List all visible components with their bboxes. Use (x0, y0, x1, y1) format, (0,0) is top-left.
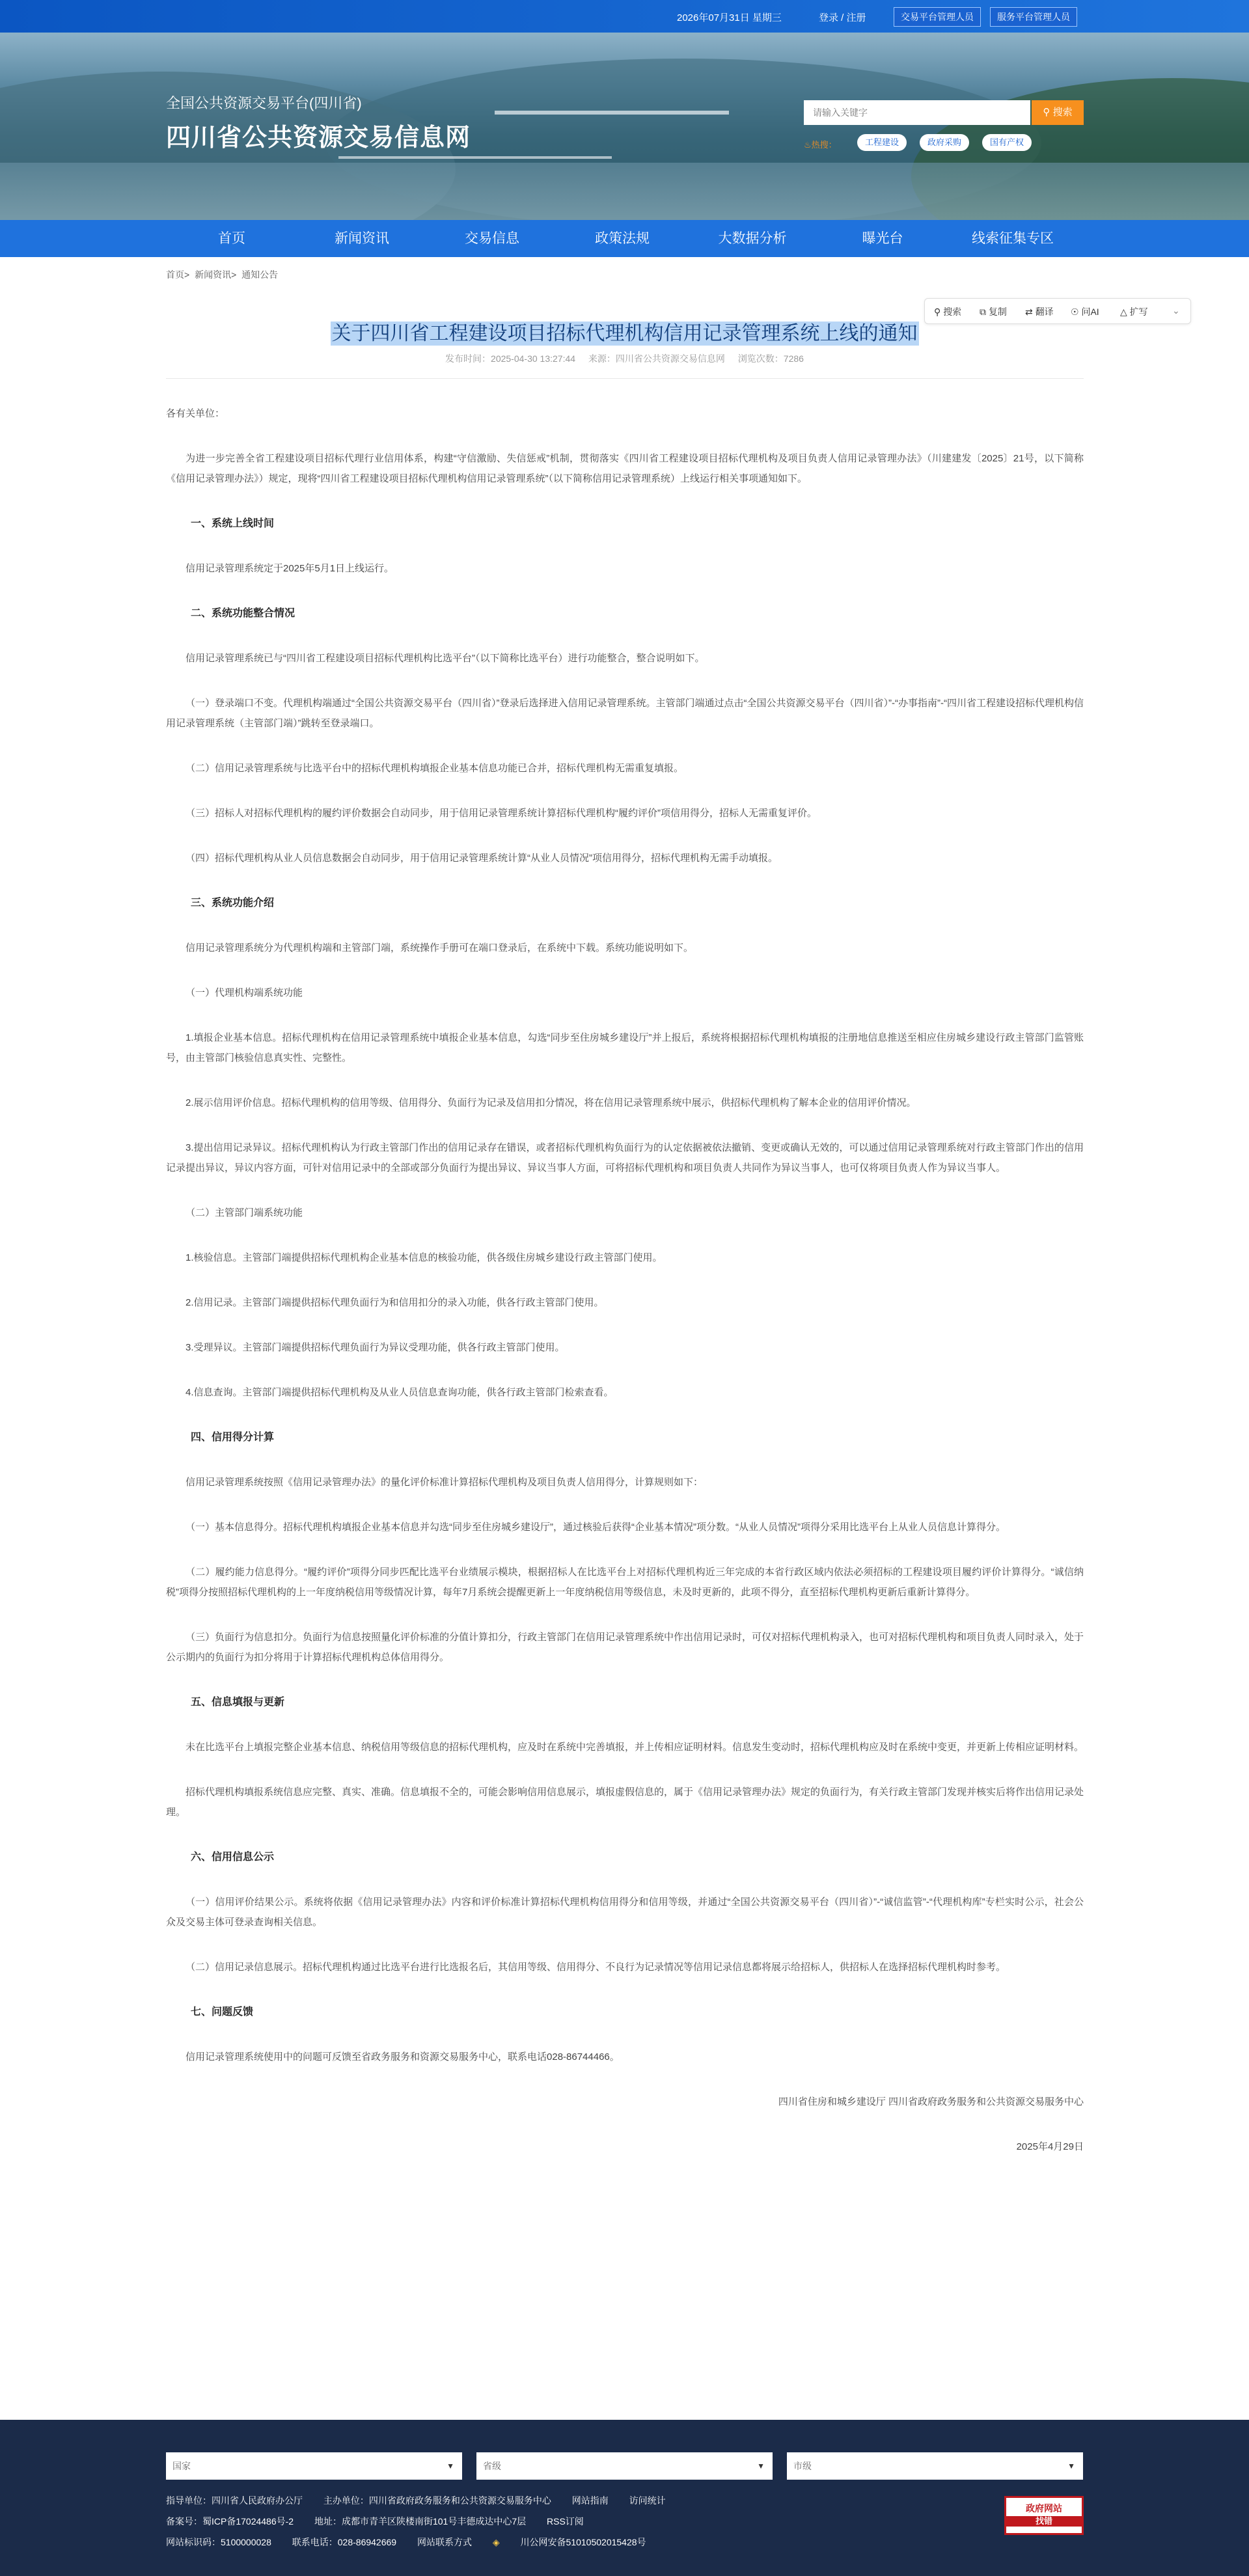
nav-policy[interactable]: 政策法规 (595, 231, 650, 246)
paragraph: 3.受理异议。主管部门端提供招标代理负面行为异议受理功能，供各行政主管部门使用。 (185, 1342, 565, 1353)
hot-tag-property[interactable]: 国有产权 (982, 134, 1032, 151)
expand-icon: △ (1120, 307, 1127, 317)
copy-icon: ⧉ (980, 307, 986, 317)
paragraph: （一）代理机构端系统功能 (185, 987, 303, 998)
paragraph: 1.填报企业基本信息。招标代理机构在信用记录管理系统中填报企业基本信息，勾选“同步至住房城乡建设厅”并上报后，系统将根据招标代理机构填报的注册地信息推送至相应住房城乡建设行政主管部门监管账号，由主管部门核验信息真实性、完整性。 (166, 1032, 1084, 1063)
paragraph: 2.展示信用评价信息。招标代理机构的信用等级、信用得分、负面行为记录及信用扣分情况，将在信用记录管理系统中展示，供招标代理机构了解本企业的信用评价情况。 (185, 1097, 916, 1108)
footer-site-code: 网站标识码：5100000028 (166, 2537, 271, 2547)
nav-exposure[interactable]: 曝光台 (862, 231, 903, 246)
section-heading: 二、系统功能整合情况 (191, 608, 295, 619)
paragraph: 2.信用记录。主管部门端提供招标代理负面行为和信用扣分的录入功能，供各行政主管部门使用。 (185, 1297, 604, 1308)
breadcrumb (166, 268, 281, 281)
view-count: 浏览次数：7286 (737, 353, 804, 364)
article-meta (0, 352, 1249, 365)
breadcrumb-news[interactable]: 新闻资讯> (195, 269, 237, 280)
paragraph: 招标代理机构填报系统信息应完整、真实、准确。信息填报不全的，可能会影响信用信息展示，填报虚假信息的，属于《信用记录管理办法》规定的负面行为，有关行政主管部门发现并核实后将作出信用记录处理。 (166, 1787, 1084, 1818)
article-title-wrap (0, 317, 1249, 346)
header-banner (0, 33, 1249, 220)
paragraph: 1.核验信息。主管部门端提供招标代理机构企业基本信息的核验功能，供各级住房城乡建设行政主管部门使用。 (185, 1252, 663, 1263)
banner-bridge (338, 156, 612, 174)
footer-row-1 (166, 2494, 684, 2507)
hot-search-label: ♨热搜： (804, 140, 837, 150)
paragraph: 4.信息查询。主管部门端提供招标代理机构及从业人员信息查询功能，供各行政主管部门检索查看。 (185, 1387, 614, 1398)
tool-translate[interactable]: ⇄ 翻译 (1025, 307, 1054, 317)
hot-tag-procurement[interactable]: 政府采购 (920, 134, 969, 151)
select-city[interactable] (787, 2452, 1083, 2480)
divider (166, 378, 1084, 379)
police-badge-icon: ◈ (492, 2537, 500, 2547)
section-heading: 六、信用信息公示 (191, 1852, 275, 1863)
hot-tag-engineering[interactable]: 工程建设 (857, 134, 907, 151)
select-province-value: 省级 (483, 2461, 501, 2471)
chevron-down-icon: ▼ (446, 2461, 454, 2471)
chevron-down-icon: ▼ (1067, 2461, 1075, 2471)
paragraph: 信用记录管理系统定于2025年5月1日上线运行。 (185, 563, 394, 574)
gov-site-error-badge[interactable] (1004, 2496, 1084, 2535)
search-input[interactable] (804, 100, 1030, 125)
greeting: 各有关单位： (166, 408, 225, 419)
paragraph: 为进一步完善全省工程建设项目招标代理行业信用体系，构建“守信激励、失信惩戒”机制，贯彻落实《四川省工程建设项目招标代理机构及项目负责人信用记录管理办法》（川建建发〔2025〕21号，以下简称《信用记录管理办法》）规定，现将“四川省工程建设项目招标代理机构信用记录管理系统”（以下简称信用记录管理系统）上线运行相关事项通知如下。 (166, 453, 1084, 484)
section-heading: 四、信用得分计算 (191, 1432, 275, 1443)
section-heading: 三、系统功能介绍 (191, 897, 275, 909)
service-admin-button[interactable]: 服务平台管理人员 (990, 7, 1077, 27)
nav-trade-info[interactable]: 交易信息 (465, 231, 519, 246)
paragraph: （二）信用记录管理系统与比选平台中的招标代理机构填报企业基本信息功能已合并，招标代理机构无需重复填报。 (185, 763, 684, 774)
paragraph: 信用记录管理系统按照《信用记录管理办法》的量化评价标准计算招标代理机构及项目负责人信用得分，计算规则如下： (185, 1477, 704, 1488)
footer-stats-link[interactable]: 访问统计 (629, 2495, 666, 2506)
paragraph: 3.提出信用记录异议。招标代理机构认为行政主管部门作出的信用记录存在错误，或者招标代理机构负面行为的认定依据被依法撤销、变更或确认无效的，可以通过信用记录管理系统对行政主管部门作出的信用记录提出异议，异议内容方面，可针对信用记录中的全部或部分负面行为提出异议、异议当事人方面，可将招标代理机构和项目负责人共同作为异议当事人，也可仅将项目负责人作为异议当事人。 (166, 1142, 1084, 1173)
tool-expand[interactable]: △ 扩写 (1120, 307, 1148, 317)
paragraph: （一）基本信息得分。招标代理机构填报企业基本信息并勾选“同步至住房城乡建设厅”，通过核验后获得“企业基本情况”项分数。“从业人员情况”项得分采用比选平台上从业人员信息计算得分。 (185, 1522, 1006, 1533)
search-icon: ⚲ (1043, 107, 1050, 118)
search-button[interactable] (1032, 100, 1084, 125)
search-button-label: 搜索 (1052, 107, 1073, 118)
footer-address: 地址：成都市青羊区陕楼南街101号丰德成达中心7层 (314, 2516, 527, 2527)
fire-icon: ♨ (804, 140, 812, 150)
select-province[interactable] (476, 2452, 773, 2480)
tool-copy[interactable]: ⧉ 复制 (980, 307, 1007, 317)
login-register-link[interactable]: 登录 / 注册 (819, 12, 866, 23)
chevron-down-icon: ▼ (757, 2461, 765, 2471)
section-heading: 七、问题反馈 (191, 2007, 254, 2018)
footer-site-guide-link[interactable]: 网站指南 (571, 2495, 609, 2506)
footer-rss-link[interactable]: RSS订阅 (547, 2516, 584, 2527)
select-national-value: 国家 (172, 2461, 191, 2471)
platform-subtitle: 全国公共资源交易平台(四川省) (166, 95, 362, 111)
breadcrumb-home[interactable]: 首页> (166, 269, 190, 280)
article-source: 来源：四川省公共资源交易信息网 (588, 353, 725, 364)
footer-row-3 (166, 2536, 683, 2549)
paragraph: 信用记录管理系统已与“四川省工程建设项目招标代理机构比选平台”（以下简称比选平台）进行功能整合，整合说明如下。 (185, 653, 705, 664)
article-body (166, 404, 1084, 2182)
chevron-down-icon[interactable]: ⌄ (1172, 305, 1180, 316)
footer (0, 2420, 1249, 2576)
badge-bottom-text: 找错 (1006, 2516, 1082, 2527)
top-bar (0, 0, 1249, 33)
banner-dam (495, 111, 729, 141)
nav-news[interactable]: 新闻资讯 (335, 231, 389, 246)
footer-host-unit: 主办单位：四川省政府政务服务和公共资源交易服务中心 (323, 2495, 551, 2506)
paragraph: 信用记录管理系统分为代理机构端和主管部门端，系统操作手册可在端口登录后，在系统中下载。系统功能说明如下。 (185, 942, 694, 953)
signature-date: 2025年4月29日 (1016, 2141, 1084, 2152)
current-date: 2026年07月31日 星期三 (677, 12, 782, 23)
badge-top-text: 政府网站 (1026, 2503, 1062, 2514)
paragraph: （二）主管部门端系统功能 (185, 1207, 303, 1218)
paragraph: （二）信用记录信息展示。招标代理机构通过比选平台进行比选报名后，其信用等级、信用得分、不良行为记录情况等信用记录信息都将展示给招标人，供招标人在选择招标代理机构时参考。 (185, 1962, 1006, 1973)
footer-contact-link[interactable]: 网站联系方式 (417, 2537, 472, 2547)
nav-bigdata[interactable]: 大数据分析 (718, 231, 787, 246)
translate-icon: ⇄ (1025, 307, 1033, 317)
select-national[interactable] (166, 2452, 462, 2480)
tool-ask-ai[interactable]: ☉ 问AI (1071, 307, 1099, 317)
paragraph: （三）招标人对招标代理机构的履约评价数据会自动同步，用于信用记录管理系统计算招标代理机构“履约评价”项信用得分，招标人无需重复评价。 (185, 808, 817, 819)
section-heading: 五、信息填报与更新 (191, 1697, 285, 1708)
section-heading: 一、系统上线时间 (191, 518, 275, 529)
paragraph: 未在比选平台上填报完整企业基本信息、纳税信用等级信息的招标代理机构，应及时在系统中完善填报，并上传相应证明材料。信息发生变动时，招标代理机构应及时在系统中变更，并更新上传相应证明材料。 (185, 1742, 1084, 1753)
breadcrumb-notice[interactable]: 通知公告 (241, 269, 279, 280)
nav-home[interactable]: 首页 (218, 231, 245, 246)
trade-admin-button[interactable]: 交易平台管理人员 (894, 7, 981, 27)
ai-icon: ☉ (1071, 307, 1079, 317)
signature: 四川省住房和城乡建设厅 四川省政府政务服务和公共资源交易服务中心 (778, 2096, 1084, 2107)
nav-clues[interactable]: 线索征集专区 (972, 231, 1054, 246)
article-title: 关于四川省工程建设项目招标代理机构信用记录管理系统上线的通知 (331, 323, 918, 344)
tool-search[interactable]: ⚲ 搜索 (934, 307, 962, 317)
main-nav (0, 220, 1249, 257)
publish-time: 发布时间：2025-04-30 13:27:44 (445, 353, 576, 364)
footer-icp[interactable]: 备案号：蜀ICP备17024486号-2 (166, 2516, 294, 2527)
footer-police-record[interactable]: ◈ 川公网安备51010502015428号 (492, 2537, 646, 2547)
search-icon: ⚲ (934, 307, 941, 317)
paragraph: （三）负面行为信息扣分。负面行为信息按照量化评价标准的分值计算扣分，行政主管部门在信用记录管理系统中作出信用记录时，可仅对招标代理机构录入，也可对招标代理机构和项目负责人同时录入，处于公示期内的负面行为扣分将用于计算招标代理机构总体信用得分。 (166, 1632, 1084, 1663)
paragraph: （一）登录端口不变。代理机构端通过“全国公共资源交易平台（四川省）”登录后选择进入信用记录管理系统。主管部门端通过点击“全国公共资源交易平台（四川省）”-“办事指南”-“四川省工程建设招标代理机构信用记录管理系统（主管部门端）”跳转至登录端口。 (166, 698, 1084, 729)
paragraph: （二）履约能力信息得分。“履约评价”项得分同步匹配比选平台业绩展示模块，根据招标人在比选平台上对招标代理机构近三年完成的本省行政区域内依法必须招标的工程建设项目履约评价计算得分。“诚信纳税”项得分按照招标代理机构的上一年度纳税信用等级情况计算，每年7月系统会提醒更新上一年度纳税信用等级信息，未及时更新的，此项不得分，直至招标代理机构更新后重新计算得分。 (166, 1567, 1084, 1598)
footer-guide-unit: 指导单位：四川省人民政府办公厅 (166, 2495, 303, 2506)
banner-river (0, 163, 1249, 220)
site-title: 四川省公共资源交易信息网 (166, 124, 471, 152)
footer-phone: 联系电话：028-86942669 (292, 2537, 397, 2547)
paragraph: （一）信用评价结果公示。系统将依据《信用记录管理办法》内容和评价标准计算招标代理机构信用得分和信用等级，并通过“全国公共资源交易平台（四川省）”-“诚信监管”-“代理机构库”专栏实时公示，社会公众及交易主体可登录查询相关信息。 (166, 1897, 1084, 1928)
footer-row-2 (166, 2515, 602, 2528)
search-bar (804, 100, 1084, 125)
select-city-value: 市级 (793, 2461, 812, 2471)
paragraph: 信用记录管理系统使用中的问题可反馈至省政务服务和资源交易服务中心，联系电话028-86744466。 (185, 2051, 620, 2062)
paragraph: （四）招标代理机构从业人员信息数据会自动同步，用于信用记录管理系统计算“从业人员情况”项信用得分，招标代理机构无需手动填报。 (185, 853, 778, 864)
